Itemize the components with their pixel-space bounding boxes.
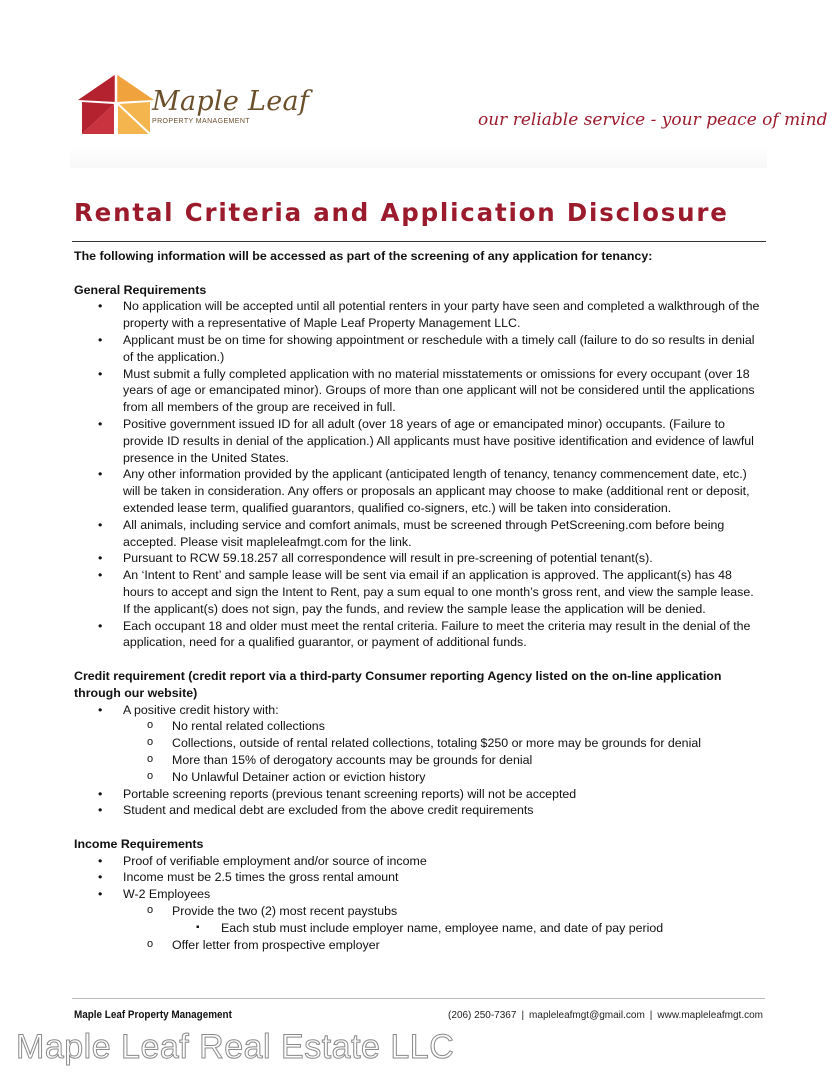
list-item: • Applicant must be on time for showing appointment or reschedule with a timely call (failure to do so results in denial of the application.) — [74, 332, 764, 366]
list-item: • All animals, including service and comfort animals, must be screened through PetScreening.com before being accepted. Please visit mapleleafmgt.com for the link. — [74, 517, 764, 551]
list-item: • Pursuant to RCW 59.18.257 all correspondence will result in pre-screening of potential tenant(s). — [74, 550, 764, 567]
list-item — [74, 886, 764, 953]
footer-contact-info — [448, 1010, 763, 1021]
sub-list-item — [123, 903, 764, 937]
list-item: • Income must be 2.5 times the gross rental amount — [74, 869, 764, 886]
tagline: our reliable service - your peace of mind — [478, 110, 828, 130]
brand-name: Maple Leaf — [152, 86, 310, 117]
paystub-detail-list — [172, 920, 764, 937]
sub-list-item: o Collections, outside of rental related collections, totaling $250 or more may be grounds for denial — [123, 735, 764, 752]
sub-list-item: o No Unlawful Detainer action or eviction history — [123, 769, 764, 786]
list-item: • Proof of verifiable employment and/or source of income — [74, 853, 764, 870]
income-requirements-heading: Income Requirements — [74, 836, 204, 851]
list-item: • No application will be accepted until all potential renters in your party have seen and completed a walkthrough of the property with a representative of Maple Leaf Property Management LLC. — [74, 298, 764, 332]
sub-list-item: o More than 15% of derogatory accounts may be grounds for denial — [123, 752, 764, 769]
general-requirements-list — [74, 298, 764, 651]
house-logo-icon — [76, 72, 156, 136]
intro-text: The following information will be accessed as part of the screening of any application for tenancy: — [74, 249, 653, 263]
general-requirements-heading: General Requirements — [74, 282, 207, 297]
footer-separator: | — [521, 1010, 525, 1021]
footer-separator: | — [649, 1010, 653, 1021]
footer-company-name: Maple Leaf Property Management — [74, 1009, 232, 1021]
list-item: • Student and medical debt are excluded from the above credit requirements — [74, 802, 764, 819]
footer-phone: (206) 250-7367 — [448, 1010, 517, 1021]
credit-requirement-note: (credit report via a third-party Consumer reporting Agency listed on the on-line application through our website) — [74, 668, 722, 700]
list-item: • Portable screening reports (previous tenant screening reports) will not be accepted — [74, 786, 764, 803]
footer-divider — [72, 998, 765, 999]
list-item: • An ‘Intent to Rent’ and sample lease will be sent via email if an application is approved. The applicant(s) has 48 hours to accept and sign the Intent to Rent, pay a sum equal to one month’s gross rent, and view the sample lease. If the applicant(s) does not sign, pay the funds, and review the sample lease the application will be denied. — [74, 567, 764, 617]
watermark-text: Maple Leaf Real Estate LLC — [16, 1028, 455, 1066]
credit-requirement-heading: Credit requirement — [74, 668, 185, 683]
sub-list-item: o No rental related collections — [123, 718, 764, 735]
sub-list-item-text: Provide the two (2) most recent paystubs — [172, 904, 398, 919]
income-requirements-list — [74, 853, 764, 954]
list-item — [74, 702, 764, 786]
document-body — [74, 248, 764, 953]
list-item: • Positive government issued ID for all adult (over 18 years of age or emancipated minor) occupants. (Failure to provide ID results in denial of the application.) All applicants must have positive identification and evidence of lawful presence in the United States. — [74, 416, 764, 466]
list-item-text: W-2 Employees — [123, 887, 211, 902]
title-divider — [72, 241, 766, 242]
document-title: Rental Criteria and Application Disclosure — [74, 198, 729, 227]
sub-list-item: o Offer letter from prospective employer — [123, 937, 764, 954]
footer-website: www.mapleleafmgt.com — [657, 1010, 763, 1021]
brand-subtitle: PROPERTY MANAGEMENT — [152, 118, 250, 125]
list-item: • Each occupant 18 and older must meet the rental criteria. Failure to meet the criteria may result in the denial of the application, need for a qualified guarantor, or payment of additional funds. — [74, 618, 764, 652]
footer-email: mapleleafmgt@gmail.com — [529, 1010, 645, 1021]
list-item-text: A positive credit history with: — [123, 702, 279, 717]
list-item: • Must submit a fully completed application with no material misstatements or omissions for every occupant (over 18 years of age or emancipated minor). Groups of more than one applicant will not be considered until the applications from all members of the group are received in full. — [74, 366, 764, 416]
credit-requirements-list — [74, 702, 764, 820]
list-item: • Any other information provided by the applicant (anticipated length of tenancy, tenancy commencement date, etc.) will be taken in consideration. Any offers or proposals an applicant may choose to make (additional rent or deposit, extended lease term, qualified guarantors, qualified co-signers, etc.) will be taken into consideration. — [74, 466, 764, 516]
credit-sub-list — [123, 718, 764, 785]
credit-requirement-paragraph — [74, 668, 764, 702]
detail-list-item: ▪ Each stub must include employer name, employee name, and date of pay period — [172, 920, 764, 937]
income-sub-list — [123, 903, 764, 953]
